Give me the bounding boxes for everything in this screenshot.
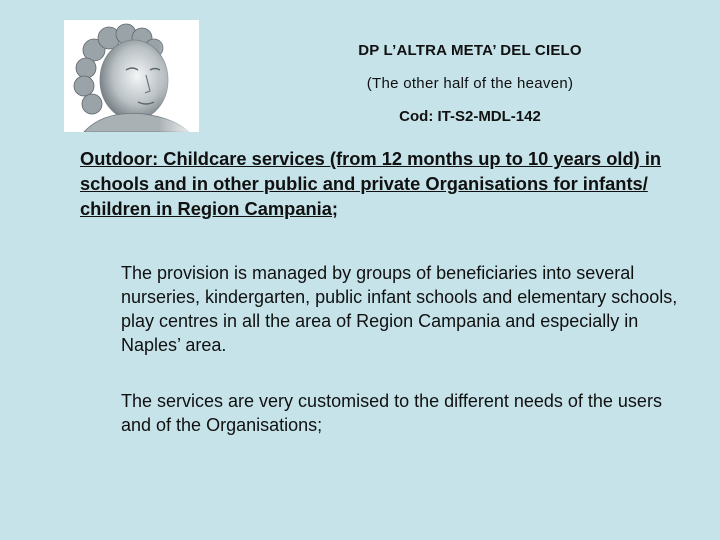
cherub-statue-image: [64, 20, 199, 132]
paragraph-services: The services are very customised to the different needs of the users and of the Organisations;: [121, 391, 662, 435]
project-code: Cod: IT-S2-MDL-142: [399, 108, 541, 125]
project-title: DP L’ALTRA META’ DEL CIELO: [358, 42, 582, 59]
project-subtitle: (The other half of the heaven): [366, 75, 574, 92]
section-heading: Outdoor: Childcare services (from 12 months up to 10 years old) in schools and in other public and private Organisations for infants/ children in Region Campania;: [80, 148, 662, 219]
paragraph-provision: The provision is managed by groups of beneficiaries into several nurseries, kindergarten, public infant schools and elementary schools, play centres in all the area of Region Campania and especially in Naples’ area.: [121, 263, 678, 355]
